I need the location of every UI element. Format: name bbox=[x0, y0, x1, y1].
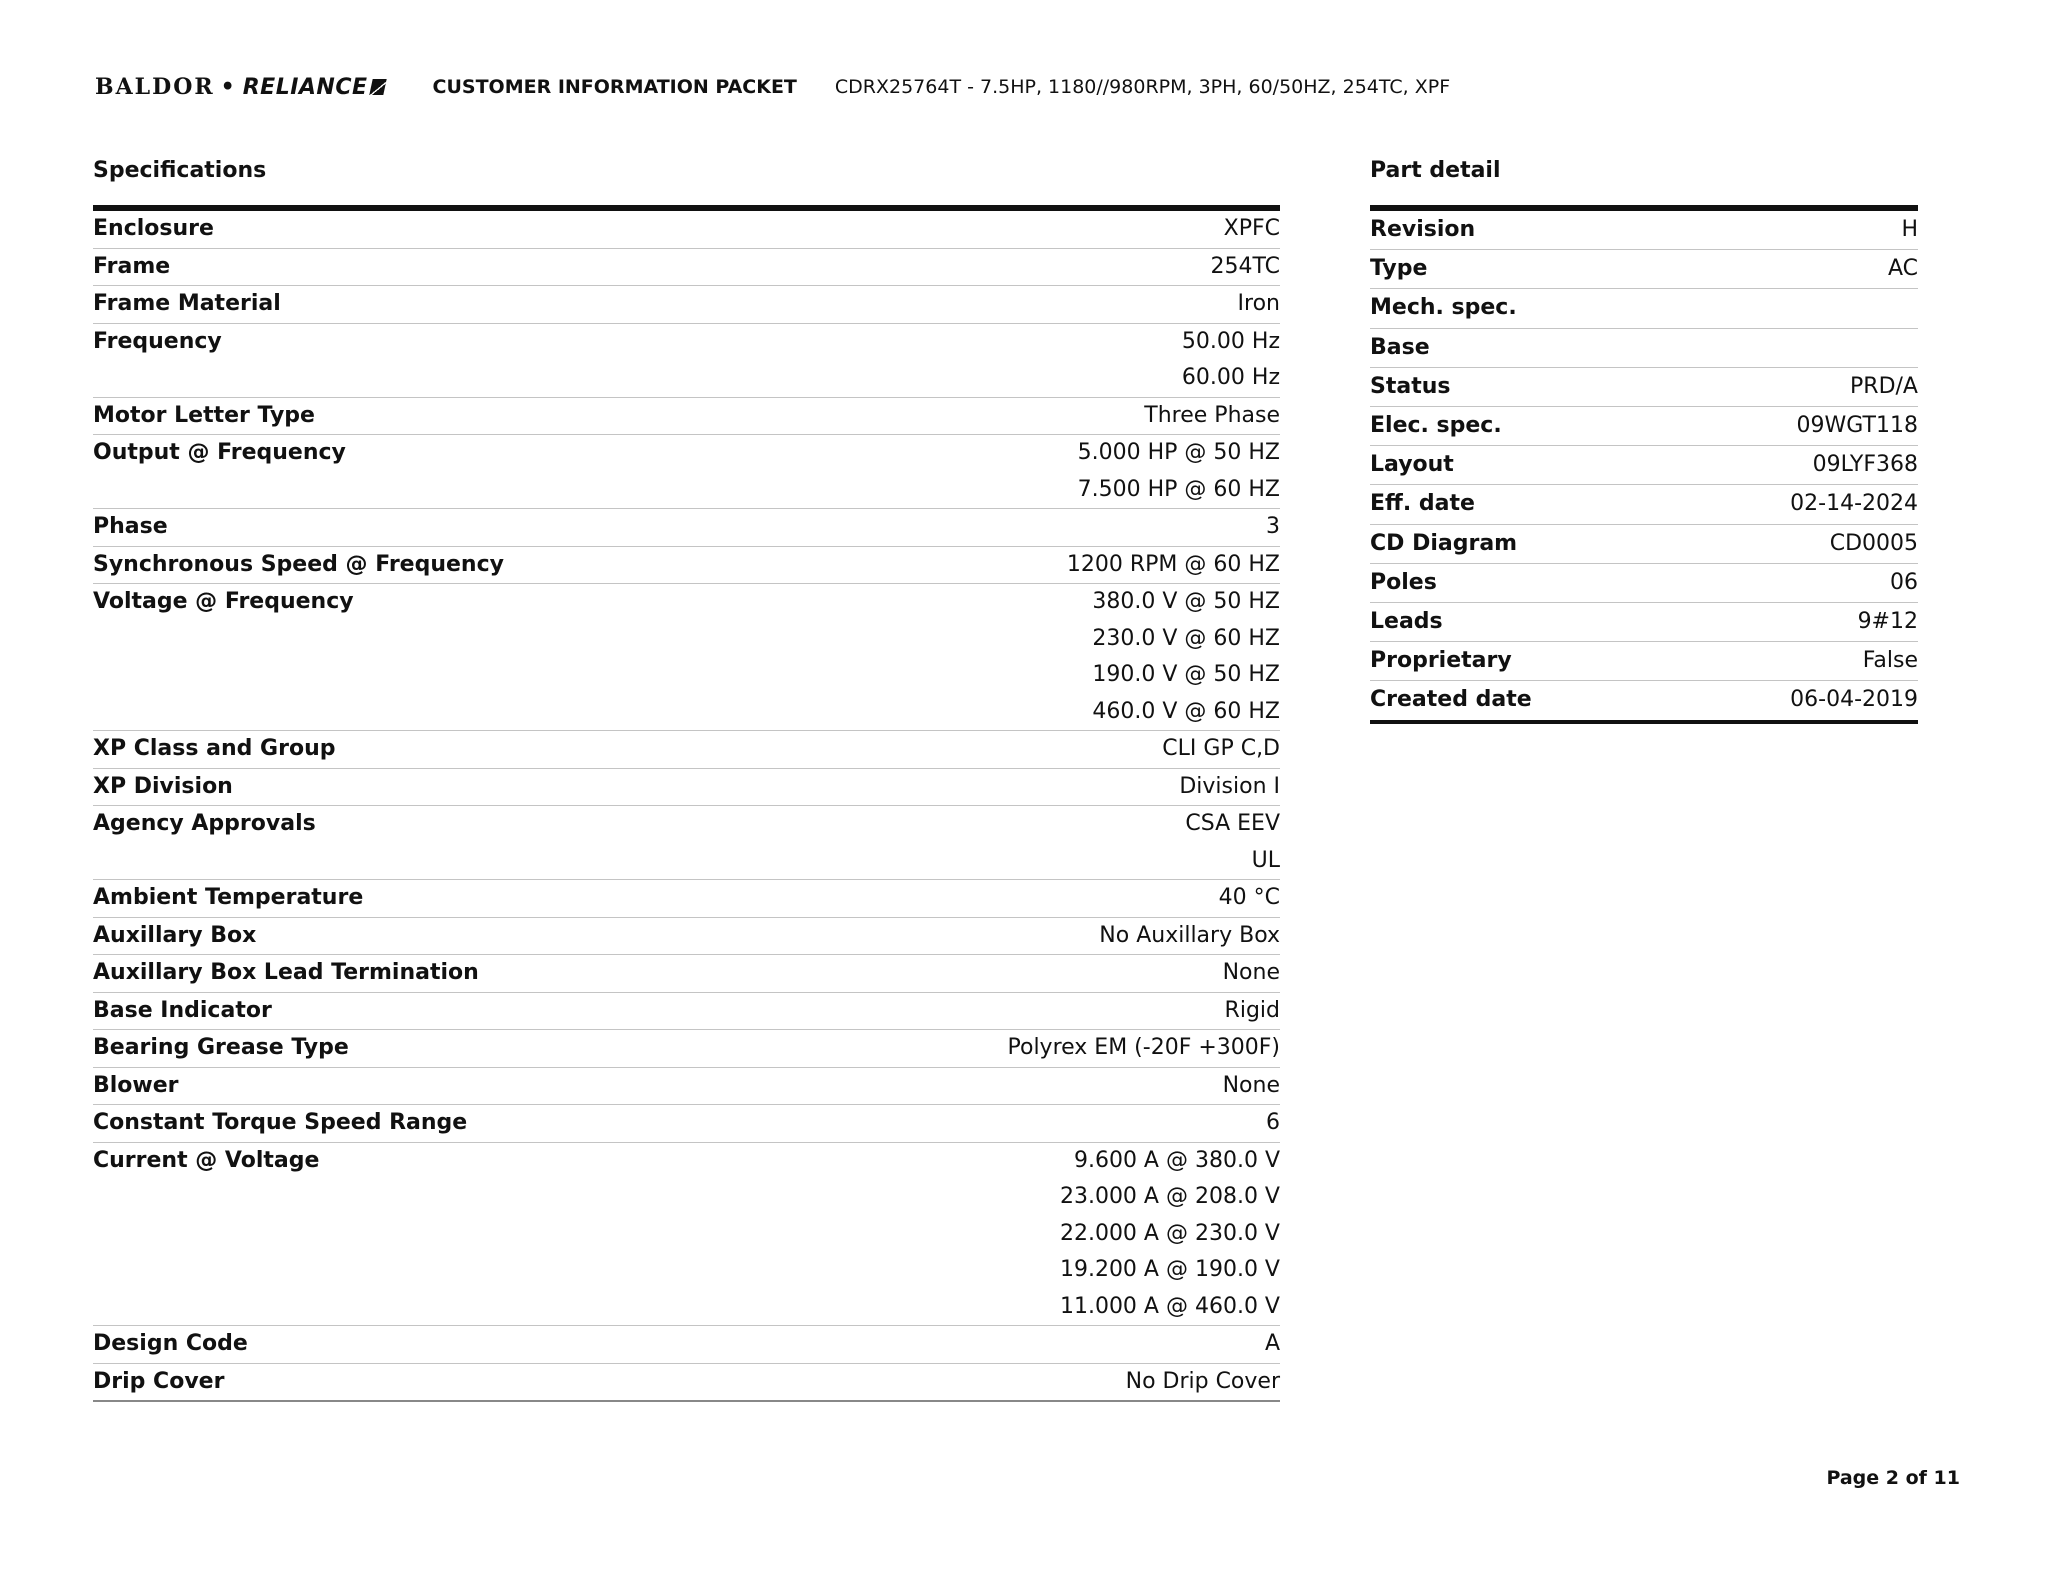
page-number: Page 2 of 11 bbox=[1826, 1467, 1960, 1489]
spec-value: 50.00 Hz bbox=[1181, 328, 1280, 354]
part-row bbox=[1370, 328, 1918, 367]
logo-reliance-text: RELIANCE bbox=[242, 74, 368, 100]
part-label: Layout bbox=[1370, 446, 1676, 485]
spec-values bbox=[807, 1363, 1280, 1401]
spec-row bbox=[93, 1363, 1280, 1401]
spec-value: 3 bbox=[1266, 514, 1280, 539]
spec-row bbox=[93, 248, 1280, 286]
spec-value: 40 °C bbox=[1218, 885, 1280, 910]
part-row bbox=[1370, 681, 1918, 722]
part-row bbox=[1370, 289, 1918, 328]
spec-values bbox=[807, 1067, 1280, 1105]
spec-value: 9.600 A @ 380.0 V bbox=[1073, 1147, 1280, 1173]
part-label: Created date bbox=[1370, 687, 1532, 713]
spec-value: 11.000 A @ 460.0 V bbox=[1059, 1293, 1280, 1319]
part-detail-title: Part detail bbox=[1370, 158, 1501, 183]
part-label: Leads bbox=[1370, 603, 1676, 642]
part-value: 09LYF368 bbox=[1676, 446, 1918, 485]
spec-label: Ambient Temperature bbox=[93, 880, 807, 918]
spec-label: Agency Approvals bbox=[93, 806, 807, 880]
part-label: Eff. date bbox=[1370, 485, 1676, 524]
spec-values bbox=[807, 323, 1280, 397]
spec-values bbox=[807, 1030, 1280, 1068]
spec-label: Constant Torque Speed Range bbox=[93, 1105, 807, 1143]
spec-value: UL bbox=[1251, 847, 1280, 873]
spec-values bbox=[807, 731, 1280, 769]
spec-row bbox=[93, 880, 1280, 918]
spec-label: Base Indicator bbox=[93, 992, 807, 1030]
part-value: 06-04-2019 bbox=[1790, 687, 1918, 713]
spec-value: 230.0 V @ 60 HZ bbox=[1092, 625, 1280, 651]
spec-values bbox=[807, 1105, 1280, 1143]
spec-value: 460.0 V @ 60 HZ bbox=[1092, 698, 1280, 724]
spec-values bbox=[807, 955, 1280, 993]
spec-label: Frequency bbox=[93, 323, 807, 397]
spec-row bbox=[93, 1030, 1280, 1068]
spec-values bbox=[807, 880, 1280, 918]
spec-label: Synchronous Speed @ Frequency bbox=[93, 546, 807, 584]
spec-values bbox=[807, 806, 1280, 880]
spec-values bbox=[807, 584, 1280, 731]
part-value: 06 bbox=[1676, 563, 1918, 602]
spec-value: None bbox=[1222, 1072, 1280, 1098]
part-label: Poles bbox=[1370, 563, 1676, 602]
part-label: Status bbox=[1370, 367, 1676, 406]
spec-row bbox=[93, 435, 1280, 509]
part-label: Elec. spec. bbox=[1370, 407, 1676, 446]
spec-row bbox=[93, 509, 1280, 547]
spec-value: Rigid bbox=[1224, 997, 1280, 1023]
spec-value: 254TC bbox=[1210, 253, 1280, 279]
spec-values bbox=[807, 1326, 1280, 1364]
spec-row bbox=[93, 1105, 1280, 1143]
spec-value: 5.000 HP @ 50 HZ bbox=[1077, 440, 1280, 465]
spec-value: 190.0 V @ 50 HZ bbox=[1092, 662, 1280, 687]
spec-row bbox=[93, 955, 1280, 993]
part-row bbox=[1370, 642, 1918, 681]
spec-value: XPFC bbox=[1223, 216, 1280, 241]
reliance-mark-icon bbox=[369, 79, 386, 95]
part-label: CD Diagram bbox=[1370, 524, 1676, 563]
spec-value: 22.000 A @ 230.0 V bbox=[1059, 1220, 1280, 1246]
spec-value: 60.00 Hz bbox=[1181, 365, 1280, 390]
part-row bbox=[1370, 485, 1918, 524]
part-row bbox=[1370, 563, 1918, 602]
spec-value: Iron bbox=[1237, 291, 1280, 316]
spec-values bbox=[807, 1142, 1280, 1326]
spec-row bbox=[93, 208, 1280, 248]
part-value: H bbox=[1676, 208, 1918, 250]
spec-value: 7.500 HP @ 60 HZ bbox=[1077, 476, 1280, 502]
spec-label: Phase bbox=[93, 509, 807, 547]
part-value: PRD/A bbox=[1676, 367, 1918, 406]
part-value: 9#12 bbox=[1676, 603, 1918, 642]
logo-baldor-text: BALDOR bbox=[95, 74, 215, 100]
spec-value: Polyrex EM (-20F +300F) bbox=[1007, 1035, 1280, 1060]
spec-row bbox=[93, 1326, 1280, 1364]
spec-value: Three Phase bbox=[1144, 402, 1280, 428]
spec-values bbox=[807, 768, 1280, 806]
spec-label: Auxillary Box bbox=[93, 917, 807, 955]
part-value: False bbox=[1676, 642, 1918, 681]
spec-row bbox=[93, 286, 1280, 324]
spec-row bbox=[93, 1142, 1280, 1326]
spec-values bbox=[807, 248, 1280, 286]
part-value: AC bbox=[1676, 250, 1918, 289]
spec-values bbox=[807, 208, 1280, 248]
specifications-title: Specifications bbox=[93, 158, 267, 183]
part-label: Type bbox=[1370, 250, 1676, 289]
spec-values bbox=[807, 509, 1280, 547]
part-row bbox=[1370, 208, 1918, 250]
part-value bbox=[1676, 328, 1918, 367]
spec-label: Design Code bbox=[93, 1326, 807, 1364]
spec-value: A bbox=[1264, 1331, 1280, 1356]
part-label: Mech. spec. bbox=[1370, 289, 1676, 328]
part-row bbox=[1370, 524, 1918, 563]
spec-value: No Auxillary Box bbox=[1099, 922, 1280, 948]
part-row bbox=[1370, 603, 1918, 642]
part-value: CD0005 bbox=[1676, 524, 1918, 563]
spec-label: Frame bbox=[93, 248, 807, 286]
logo-separator: • bbox=[220, 74, 237, 100]
spec-label: Drip Cover bbox=[93, 1363, 807, 1401]
part-row bbox=[1370, 250, 1918, 289]
spec-label: Output @ Frequency bbox=[93, 435, 807, 509]
spec-values bbox=[807, 546, 1280, 584]
spec-row bbox=[93, 397, 1280, 435]
spec-label: XP Class and Group bbox=[93, 731, 807, 769]
spec-value: 19.200 A @ 190.0 V bbox=[1059, 1257, 1280, 1282]
part-row bbox=[1370, 446, 1918, 485]
spec-value: 23.000 A @ 208.0 V bbox=[1059, 1184, 1280, 1209]
spec-label: Motor Letter Type bbox=[93, 397, 807, 435]
part-label: Proprietary bbox=[1370, 642, 1676, 681]
specifications-table bbox=[93, 205, 1280, 1402]
spec-row bbox=[93, 323, 1280, 397]
spec-label: Voltage @ Frequency bbox=[93, 584, 807, 731]
part-detail-table bbox=[1370, 205, 1918, 724]
spec-value: None bbox=[1222, 960, 1280, 985]
spec-label: Bearing Grease Type bbox=[93, 1030, 807, 1068]
spec-label: Auxillary Box Lead Termination bbox=[93, 955, 807, 993]
spec-value: No Drip Cover bbox=[1125, 1368, 1280, 1394]
spec-values bbox=[807, 397, 1280, 435]
spec-label: XP Division bbox=[93, 768, 807, 806]
spec-values bbox=[807, 992, 1280, 1030]
part-value: 02-14-2024 bbox=[1676, 485, 1918, 524]
spec-values bbox=[807, 435, 1280, 509]
spec-values bbox=[807, 917, 1280, 955]
spec-row bbox=[93, 806, 1280, 880]
spec-label: Frame Material bbox=[93, 286, 807, 324]
spec-row bbox=[93, 731, 1280, 769]
spec-value: 1200 RPM @ 60 HZ bbox=[1066, 551, 1280, 577]
part-value bbox=[1676, 289, 1918, 328]
baldor-reliance-logo bbox=[95, 74, 385, 100]
document-header bbox=[95, 72, 1450, 102]
spec-label: Enclosure bbox=[93, 208, 807, 248]
spec-value: CSA EEV bbox=[1185, 811, 1280, 836]
spec-value: 6 bbox=[1266, 1110, 1280, 1135]
document-subtitle: CDRX25764T - 7.5HP, 1180//980RPM, 3PH, 60/50HZ, 254TC, XPF bbox=[834, 76, 1451, 98]
spec-values bbox=[807, 286, 1280, 324]
spec-value: Division I bbox=[1179, 773, 1280, 799]
part-label: Base bbox=[1370, 328, 1676, 367]
spec-row bbox=[93, 1067, 1280, 1105]
spec-row bbox=[93, 917, 1280, 955]
part-label: Revision bbox=[1370, 208, 1676, 250]
spec-value: CLI GP C,D bbox=[1162, 736, 1280, 761]
spec-value: 380.0 V @ 50 HZ bbox=[1092, 589, 1280, 614]
part-row bbox=[1370, 367, 1918, 406]
spec-label: Blower bbox=[93, 1067, 807, 1105]
spec-row bbox=[93, 992, 1280, 1030]
part-row bbox=[1370, 407, 1918, 446]
spec-row bbox=[93, 546, 1280, 584]
spec-label: Current @ Voltage bbox=[93, 1142, 807, 1326]
spec-row bbox=[93, 768, 1280, 806]
spec-row bbox=[93, 584, 1280, 731]
part-value: 09WGT118 bbox=[1676, 407, 1918, 446]
document-title: CUSTOMER INFORMATION PACKET bbox=[432, 76, 797, 98]
